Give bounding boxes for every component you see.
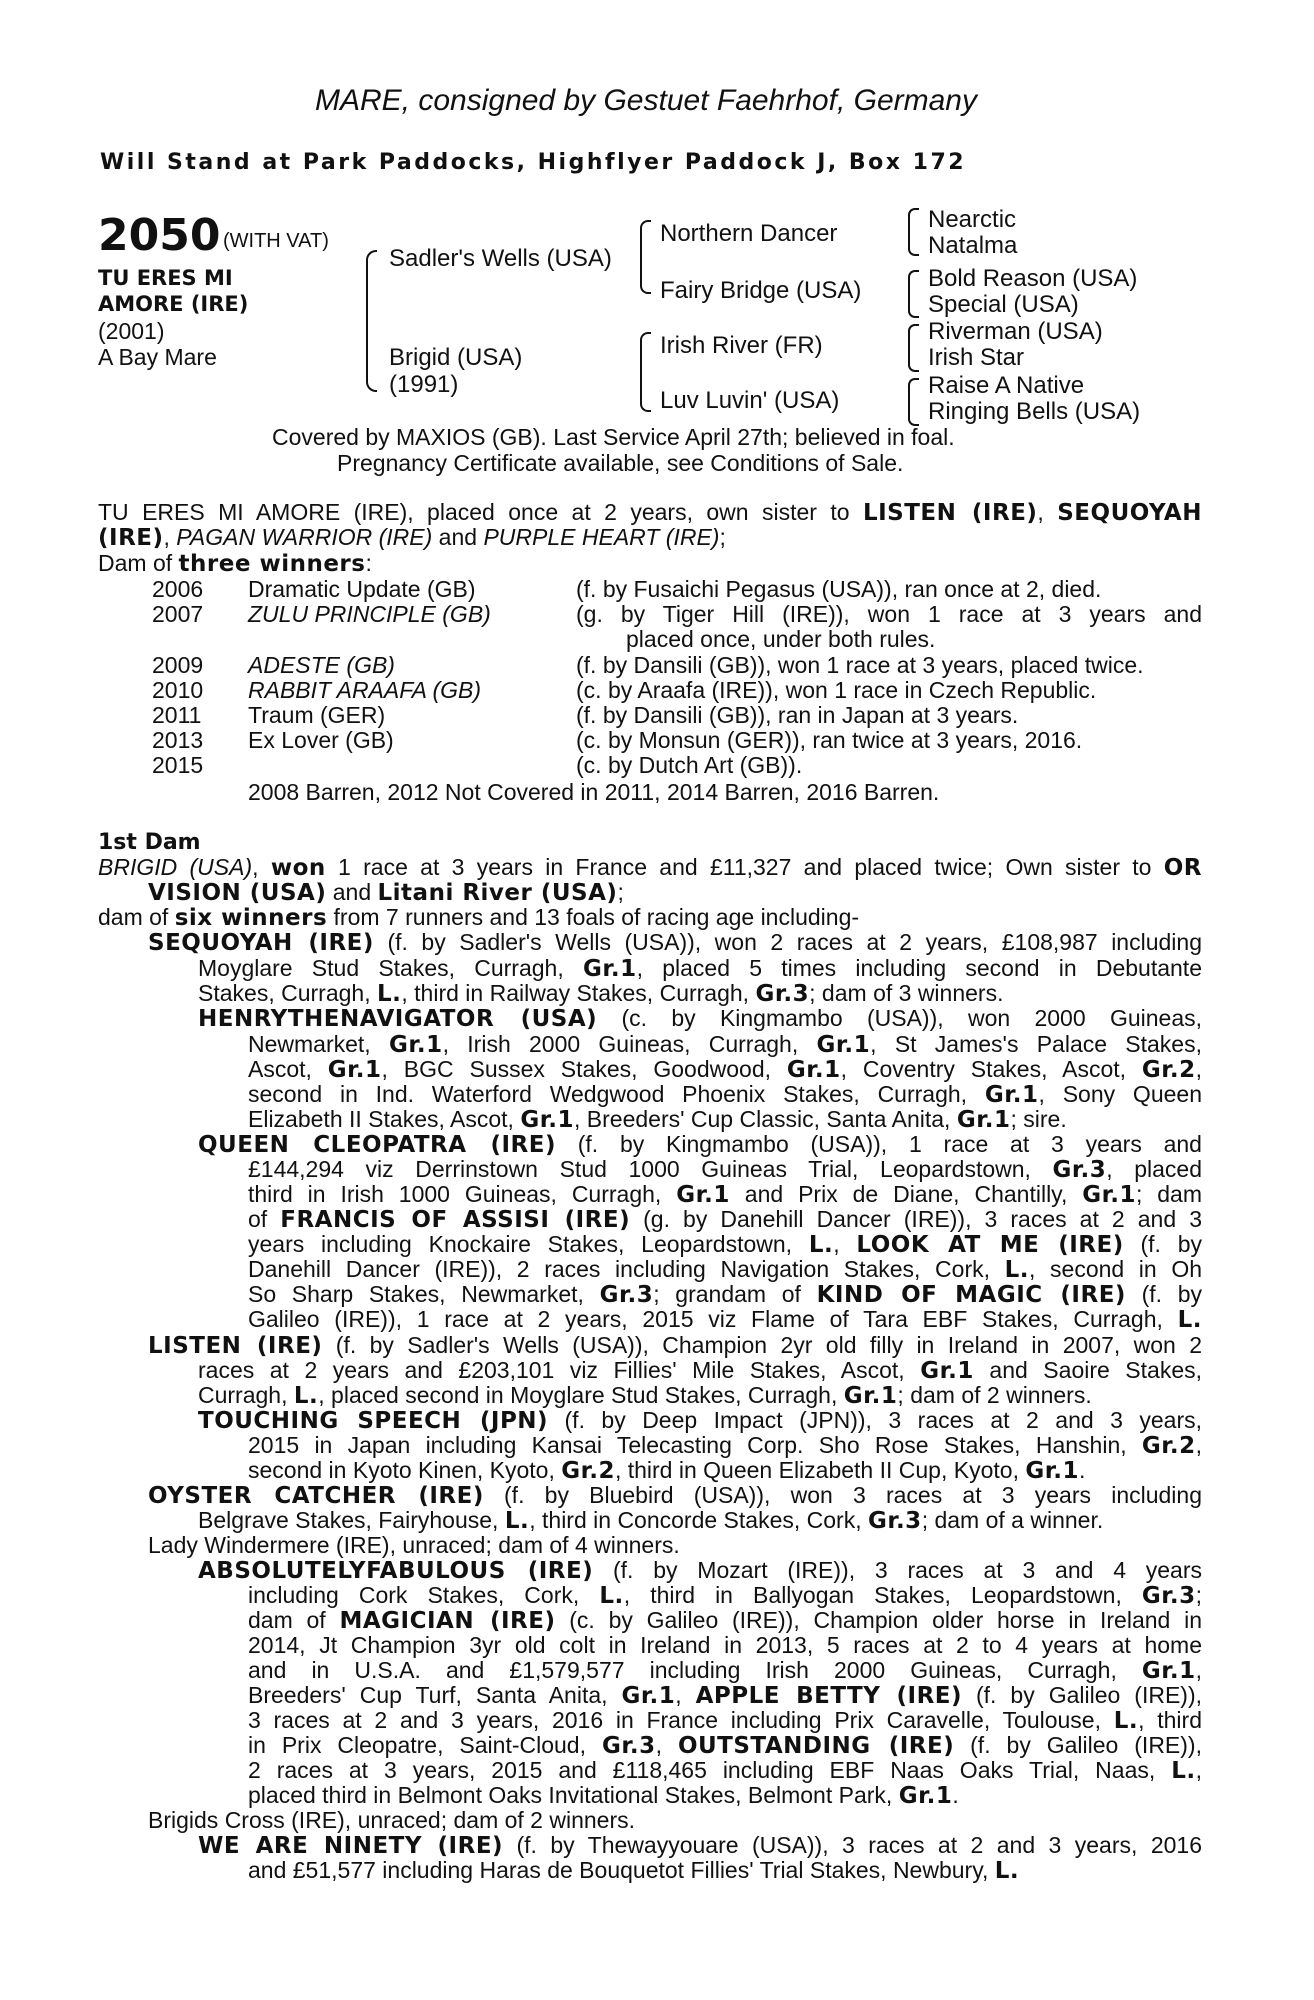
produce-year: 2010 <box>152 677 204 703</box>
pedigree-bracket-g3 <box>908 324 919 372</box>
horse-name-line1: TU ERES MI <box>98 266 233 290</box>
first-dam-heading: 1st Dam <box>98 830 201 855</box>
henry-line-5: Elizabeth II Stakes, Ascot, Gr.1, Breeders' Cup Classic, Santa Anita, Gr.1; sire. <box>248 1106 1067 1133</box>
produce-name: Traum (GER) <box>248 702 386 728</box>
produce-note: (f. by Dansili (GB)), ran in Japan at 3 years. <box>576 702 1019 728</box>
touching-line-1: TOUCHING SPEECH (JPN) (f. by Deep Impact (JPN)), 3 races at 2 and 3 years, <box>198 1407 1203 1434</box>
pedigree-dd: Luv Luvin' (USA) <box>660 387 840 414</box>
pedigree-dam: Brigid (USA) <box>389 344 523 371</box>
page-title: MARE, consigned by Gestuet Faehrhof, Germany <box>315 84 977 117</box>
pedigree-bracket-dam <box>640 332 651 412</box>
horse-description: A Bay Mare <box>98 344 217 370</box>
location-line: Will Stand at Park Paddocks, Highflyer Paddock J, Box 172 <box>100 150 967 175</box>
abs-line-1: ABSOLUTELYFABULOUS (IRE) (f. by Mozart (IRE)), 3 races at 3 and 4 years <box>198 1557 1203 1584</box>
produce-year: 2013 <box>152 727 204 753</box>
pedigree-ds: Irish River (FR) <box>660 332 823 359</box>
cleo-line-2: £144,294 viz Derrinstown Stud 1000 Guineas Trial, Leopardstown, Gr.3, placed <box>248 1156 1202 1183</box>
abs-line-7: 3 races at 2 and 3 years, 2016 in France including Prix Caravelle, Toulouse, L., third <box>248 1707 1202 1734</box>
sequoyah-line-2: Moyglare Stud Stakes, Curragh, Gr.1, placed 5 times including second in Debutante <box>198 955 1202 982</box>
barren-line: 2008 Barren, 2012 Not Covered in 2011, 2014 Barren, 2016 Barren. <box>248 779 940 805</box>
dam-of-line: Dam of three winners: <box>98 550 372 577</box>
brigid-line-3: dam of six winners from 7 runners and 13 foals of racing age including- <box>98 904 860 931</box>
produce-name: ZULU PRINCIPLE (GB) <box>248 601 491 627</box>
pedigree-ddd: Ringing Bells (USA) <box>928 398 1141 425</box>
covered-line: Covered by MAXIOS (GB). Last Service April 27th; believed in foal. <box>272 424 955 450</box>
sequoyah-ref: SEQUOYAH <box>1057 500 1202 526</box>
produce-name: ADESTE (GB) <box>248 652 395 678</box>
produce-note: (f. by Dansili (GB)), won 1 race at 3 years, placed twice. <box>576 652 1144 678</box>
horse-name-line2: AMORE (IRE) <box>98 292 249 316</box>
produce-note: (g. by Tiger Hill (IRE)), won 1 race at 3 years and <box>576 601 1202 627</box>
ninety-line-1: WE ARE NINETY (IRE) (f. by Thewayyouare (USA)), 3 races at 2 and 3 years, 2016 <box>198 1832 1202 1859</box>
touching-line-3: second in Kyoto Kinen, Kyoto, Gr.2, third in Queen Elizabeth II Cup, Kyoto, Gr.1. <box>248 1457 1086 1484</box>
vat-label: (WITH VAT) <box>223 230 329 252</box>
pedigree-dam-year: (1991) <box>389 371 459 398</box>
pedigree-sds: Bold Reason (USA) <box>928 265 1138 292</box>
abs-line-9: 2 races at 3 years, 2015 and £118,465 including EBF Naas Oaks Trial, Naas, L., <box>248 1757 1202 1784</box>
listen-line-2: races at 2 years and £203,101 viz Fillies' Mile Stakes, Ascot, Gr.1 and Saoire Stakes, <box>198 1357 1203 1384</box>
brigid-line-2: VISION (USA) and Litani River (USA); <box>148 879 624 906</box>
listen-line-1: LISTEN (IRE) (f. by Sadler's Wells (USA)), Champion 2yr old filly in Ireland in 2007, won 2 <box>148 1332 1202 1359</box>
pedigree-sire: Sadler's Wells (USA) <box>389 245 612 272</box>
abs-line-5: and in U.S.A. and £1,579,577 including Irish 2000 Guineas, Curragh, Gr.1, <box>248 1657 1202 1684</box>
pedigree-sss: Nearctic <box>928 206 1017 233</box>
pedigree-dsd: Irish Star <box>928 344 1025 371</box>
pedigree-sd: Fairy Bridge (USA) <box>660 277 862 304</box>
cleo-line-5: years including Knockaire Stakes, Leopardstown, L., LOOK AT ME (IRE) (f. by <box>248 1231 1203 1258</box>
ninety-line-2: and £51,577 including Haras de Bouquetot Fillies' Trial Stakes, Newbury, L. <box>248 1857 1020 1884</box>
produce-year: 2006 <box>152 576 204 602</box>
intro-line-1: TU ERES MI AMORE (IRE), placed once at 2 years, own sister to LISTEN (IRE), SEQUOYAH <box>98 499 1202 526</box>
oyster-line-1: OYSTER CATCHER (IRE) (f. by Bluebird (USA)), won 3 races at 3 years including <box>148 1482 1202 1509</box>
brigid-line-1: BRIGID (USA), won 1 race at 3 years in France and £11,327 and placed twice; Own sister to OR <box>98 854 1203 881</box>
henry-line-4: second in Ind. Waterford Wedgwood Phoenix Stakes, Curragh, Gr.1, Sony Queen <box>248 1081 1202 1108</box>
henry-line-2: Newmarket, Gr.1, Irish 2000 Guineas, Curragh, Gr.1, St James's Palace Stakes, <box>248 1031 1202 1058</box>
sequoyah-line-1: SEQUOYAH (IRE) (f. by Sadler's Wells (USA)), won 2 races at 2 years, £108,987 including <box>148 929 1202 956</box>
pregnancy-line: Pregnancy Certificate available, see Conditions of Sale. <box>337 450 904 476</box>
produce-year: 2011 <box>152 702 202 728</box>
produce-name: RABBIT ARAAFA (GB) <box>248 677 482 703</box>
listen-line-3: Curragh, L., placed second in Moyglare Stud Stakes, Curragh, Gr.1; dam of 2 winners. <box>198 1382 1092 1409</box>
touching-line-2: 2015 in Japan including Kansai Telecasting Corp. Sho Rose Stakes, Hanshin, Gr.2, <box>248 1432 1202 1459</box>
pedigree-bracket-sire <box>640 220 651 294</box>
brigids-cross-line: Brigids Cross (IRE), unraced; dam of 2 winners. <box>148 1807 636 1833</box>
listen-ref: LISTEN (IRE) <box>862 500 1038 526</box>
oyster-line-2: Belgrave Stakes, Fairyhouse, L., third in Concorde Stakes, Cork, Gr.3; dam of a winner. <box>198 1507 1104 1534</box>
cleo-line-3: third in Irish 1000 Guineas, Curragh, Gr.1 and Prix de Diane, Chantilly, Gr.1; dam <box>248 1181 1202 1208</box>
lady-windermere-line: Lady Windermere (IRE), unraced; dam of 4 winners. <box>148 1532 680 1558</box>
cleo-line-8: Galileo (IRE)), 1 race at 2 years, 2015 viz Flame of Tara EBF Stakes, Curragh, L. <box>248 1306 1202 1333</box>
abs-line-3: dam of MAGICIAN (IRE) (c. by Galileo (IRE)), Champion older horse in Ireland in <box>248 1607 1202 1634</box>
sequoyah-line-3: Stakes, Curragh, L., third in Railway Stakes, Curragh, Gr.3; dam of 3 winners. <box>198 980 1004 1007</box>
pedigree-dds: Raise A Native <box>928 372 1085 399</box>
pedigree-bracket-g1 <box>908 208 919 256</box>
pedigree-bracket-g4 <box>908 378 919 426</box>
produce-note: (c. by Araafa (IRE)), won 1 race in Czech Republic. <box>576 677 1097 703</box>
cleo-line-7: So Sharp Stakes, Newmarket, Gr.3; grandam of KIND OF MAGIC (IRE) (f. by <box>248 1281 1202 1308</box>
intro-line-2: (IRE), PAGAN WARRIOR (IRE) and PURPLE HEART (IRE); <box>98 524 726 551</box>
produce-name: Dramatic Update (GB) <box>248 576 476 602</box>
pedigree-ssd: Natalma <box>928 232 1018 259</box>
abs-line-8: in Prix Cleopatre, Saint-Cloud, Gr.3, OUTSTANDING (IRE) (f. by Galileo (IRE)), <box>248 1732 1202 1759</box>
produce-year: 2007 <box>152 601 204 627</box>
abs-line-2: including Cork Stakes, Cork, L., third in Ballyogan Stakes, Leopardstown, Gr.3; <box>248 1582 1202 1609</box>
produce-note: (f. by Fusaichi Pegasus (USA)), ran once at 2, died. <box>576 576 1102 602</box>
henry-line-3: Ascot, Gr.1, BGC Sussex Stakes, Goodwood, Gr.1, Coventry Stakes, Ascot, Gr.2, <box>248 1056 1202 1083</box>
produce-note: (c. by Monsun (GER)), ran twice at 3 years, 2016. <box>576 727 1083 753</box>
pedigree-sdd: Special (USA) <box>928 291 1079 318</box>
abs-line-10: placed third in Belmont Oaks Invitational Stakes, Belmont Park, Gr.1. <box>248 1782 959 1809</box>
produce-year: 2015 <box>152 752 204 778</box>
cleo-line-6: Danehill Dancer (IRE)), 2 races including Navigation Stakes, Cork, L., second in Oh <box>248 1256 1203 1283</box>
henry-line-1: HENRYTHENAVIGATOR (USA) (c. by Kingmambo (USA)), won 2000 Guineas, <box>198 1005 1202 1032</box>
pedigree-ss: Northern Dancer <box>660 220 838 247</box>
cleo-line-4: of FRANCIS OF ASSISI (IRE) (g. by Danehill Dancer (IRE)), 3 races at 2 and 3 <box>248 1206 1202 1233</box>
produce-year: 2009 <box>152 652 204 678</box>
abs-line-6: Breeders' Cup Turf, Santa Anita, Gr.1, APPLE BETTY (IRE) (f. by Galileo (IRE)), <box>248 1682 1203 1709</box>
pedigree-bracket-g2 <box>908 270 919 318</box>
produce-note: (c. by Dutch Art (GB)). <box>576 752 803 778</box>
produce-name: Ex Lover (GB) <box>248 727 394 753</box>
produce-note-cont: placed once, under both rules. <box>626 626 936 652</box>
cleo-line-1: QUEEN CLEOPATRA (IRE) (f. by Kingmambo (USA)), 1 race at 3 years and <box>198 1131 1202 1158</box>
pedigree-dss: Riverman (USA) <box>928 318 1103 345</box>
horse-year: (2001) <box>98 318 165 344</box>
pedigree-bracket-main <box>366 250 377 392</box>
abs-line-4: 2014, Jt Champion 3yr old colt in Ireland in 2013, 5 races at 2 to 4 years at home <box>248 1632 1202 1658</box>
lot-number: 2050 <box>98 210 221 261</box>
